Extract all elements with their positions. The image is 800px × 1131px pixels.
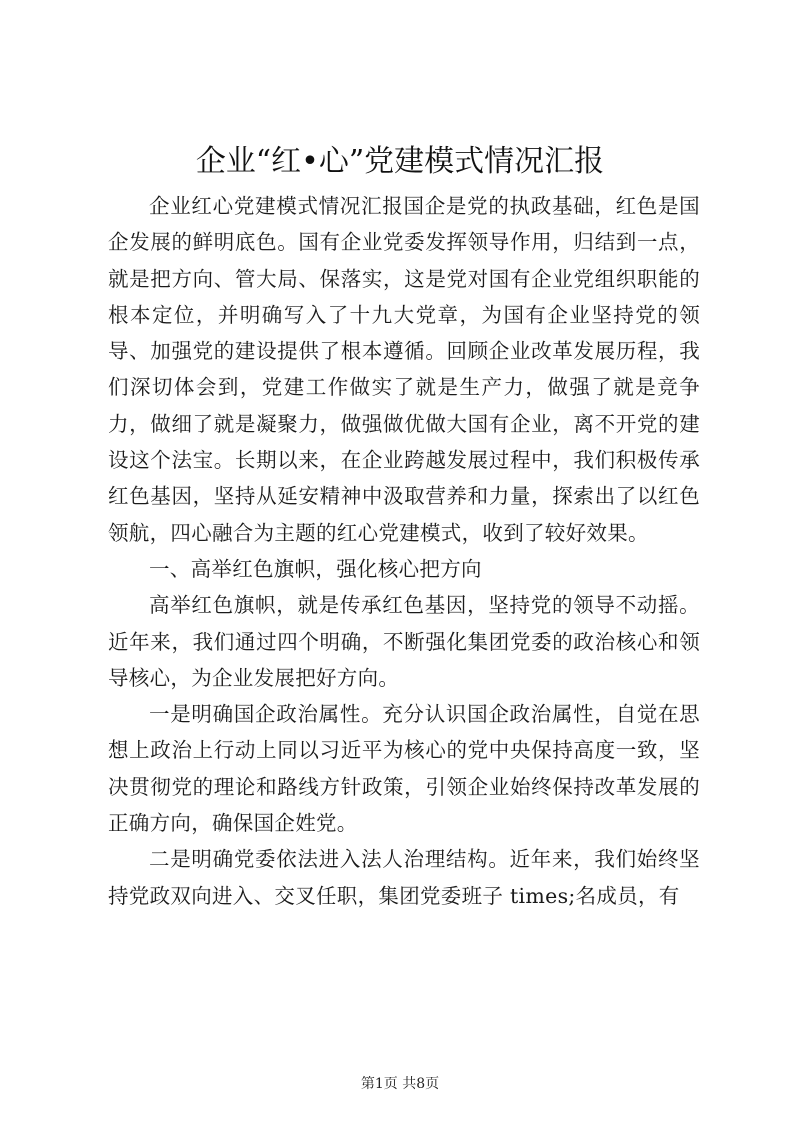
- paragraph-point-1: 一是明确国企政治属性。充分认识国企政治属性，自觉在思想上政治上行动上同以习近平为核心的党中央保持高度一致，坚决贯彻党的理论和路线方针政策，引领企业始终保持改革发展的正确方向，确保国企姓党。: [108, 702, 700, 836]
- document-body: [108, 188, 700, 914]
- paragraph-point-2: 二是明确党委依法进入法人治理结构。近年来，我们始终坚持党政双向进入、交叉任职，集团党委班子 times;名成员，有: [108, 847, 700, 908]
- document-title: 企业“红•心”党建模式情况汇报: [195, 144, 605, 179]
- paragraph-intro: 企业红心党建模式情况汇报国企是党的执政基础，红色是国企发展的鲜明底色。国有企业党委发挥领导作用，归结到一点，就是把方向、管大局、保落实，这是党对国有企业党组织职能的根本定位，并明确写入了十九大党章，为国有企业坚持党的领导、加强党的建设提供了根本遵循。回顾企业改革发展历程，我们深切体会到，党建工作做实了就是生产力，做强了就是竞争力，做细了就是凝聚力，做强做优做大国有企业，离不开党的建设这个法宝。长期以来，在企业跨越发展过程中，我们积极传承红色基因，坚持从延安精神中汲取营养和力量，探索出了以红色领航，四心融合为主题的红心党建模式，收到了较好效果。: [108, 194, 700, 545]
- paragraph-section-1: 高举红色旗帜，就是传承红色基因，坚持党的领导不动摇。近年来，我们通过四个明确，不断强化集团党委的政治核心和领导核心，为企业发展把好方向。: [108, 593, 700, 690]
- page-footer: 第1页 共8页: [360, 1076, 440, 1092]
- section-heading-1: 一、高举红色旗帜，强化核心把方向: [149, 556, 482, 581]
